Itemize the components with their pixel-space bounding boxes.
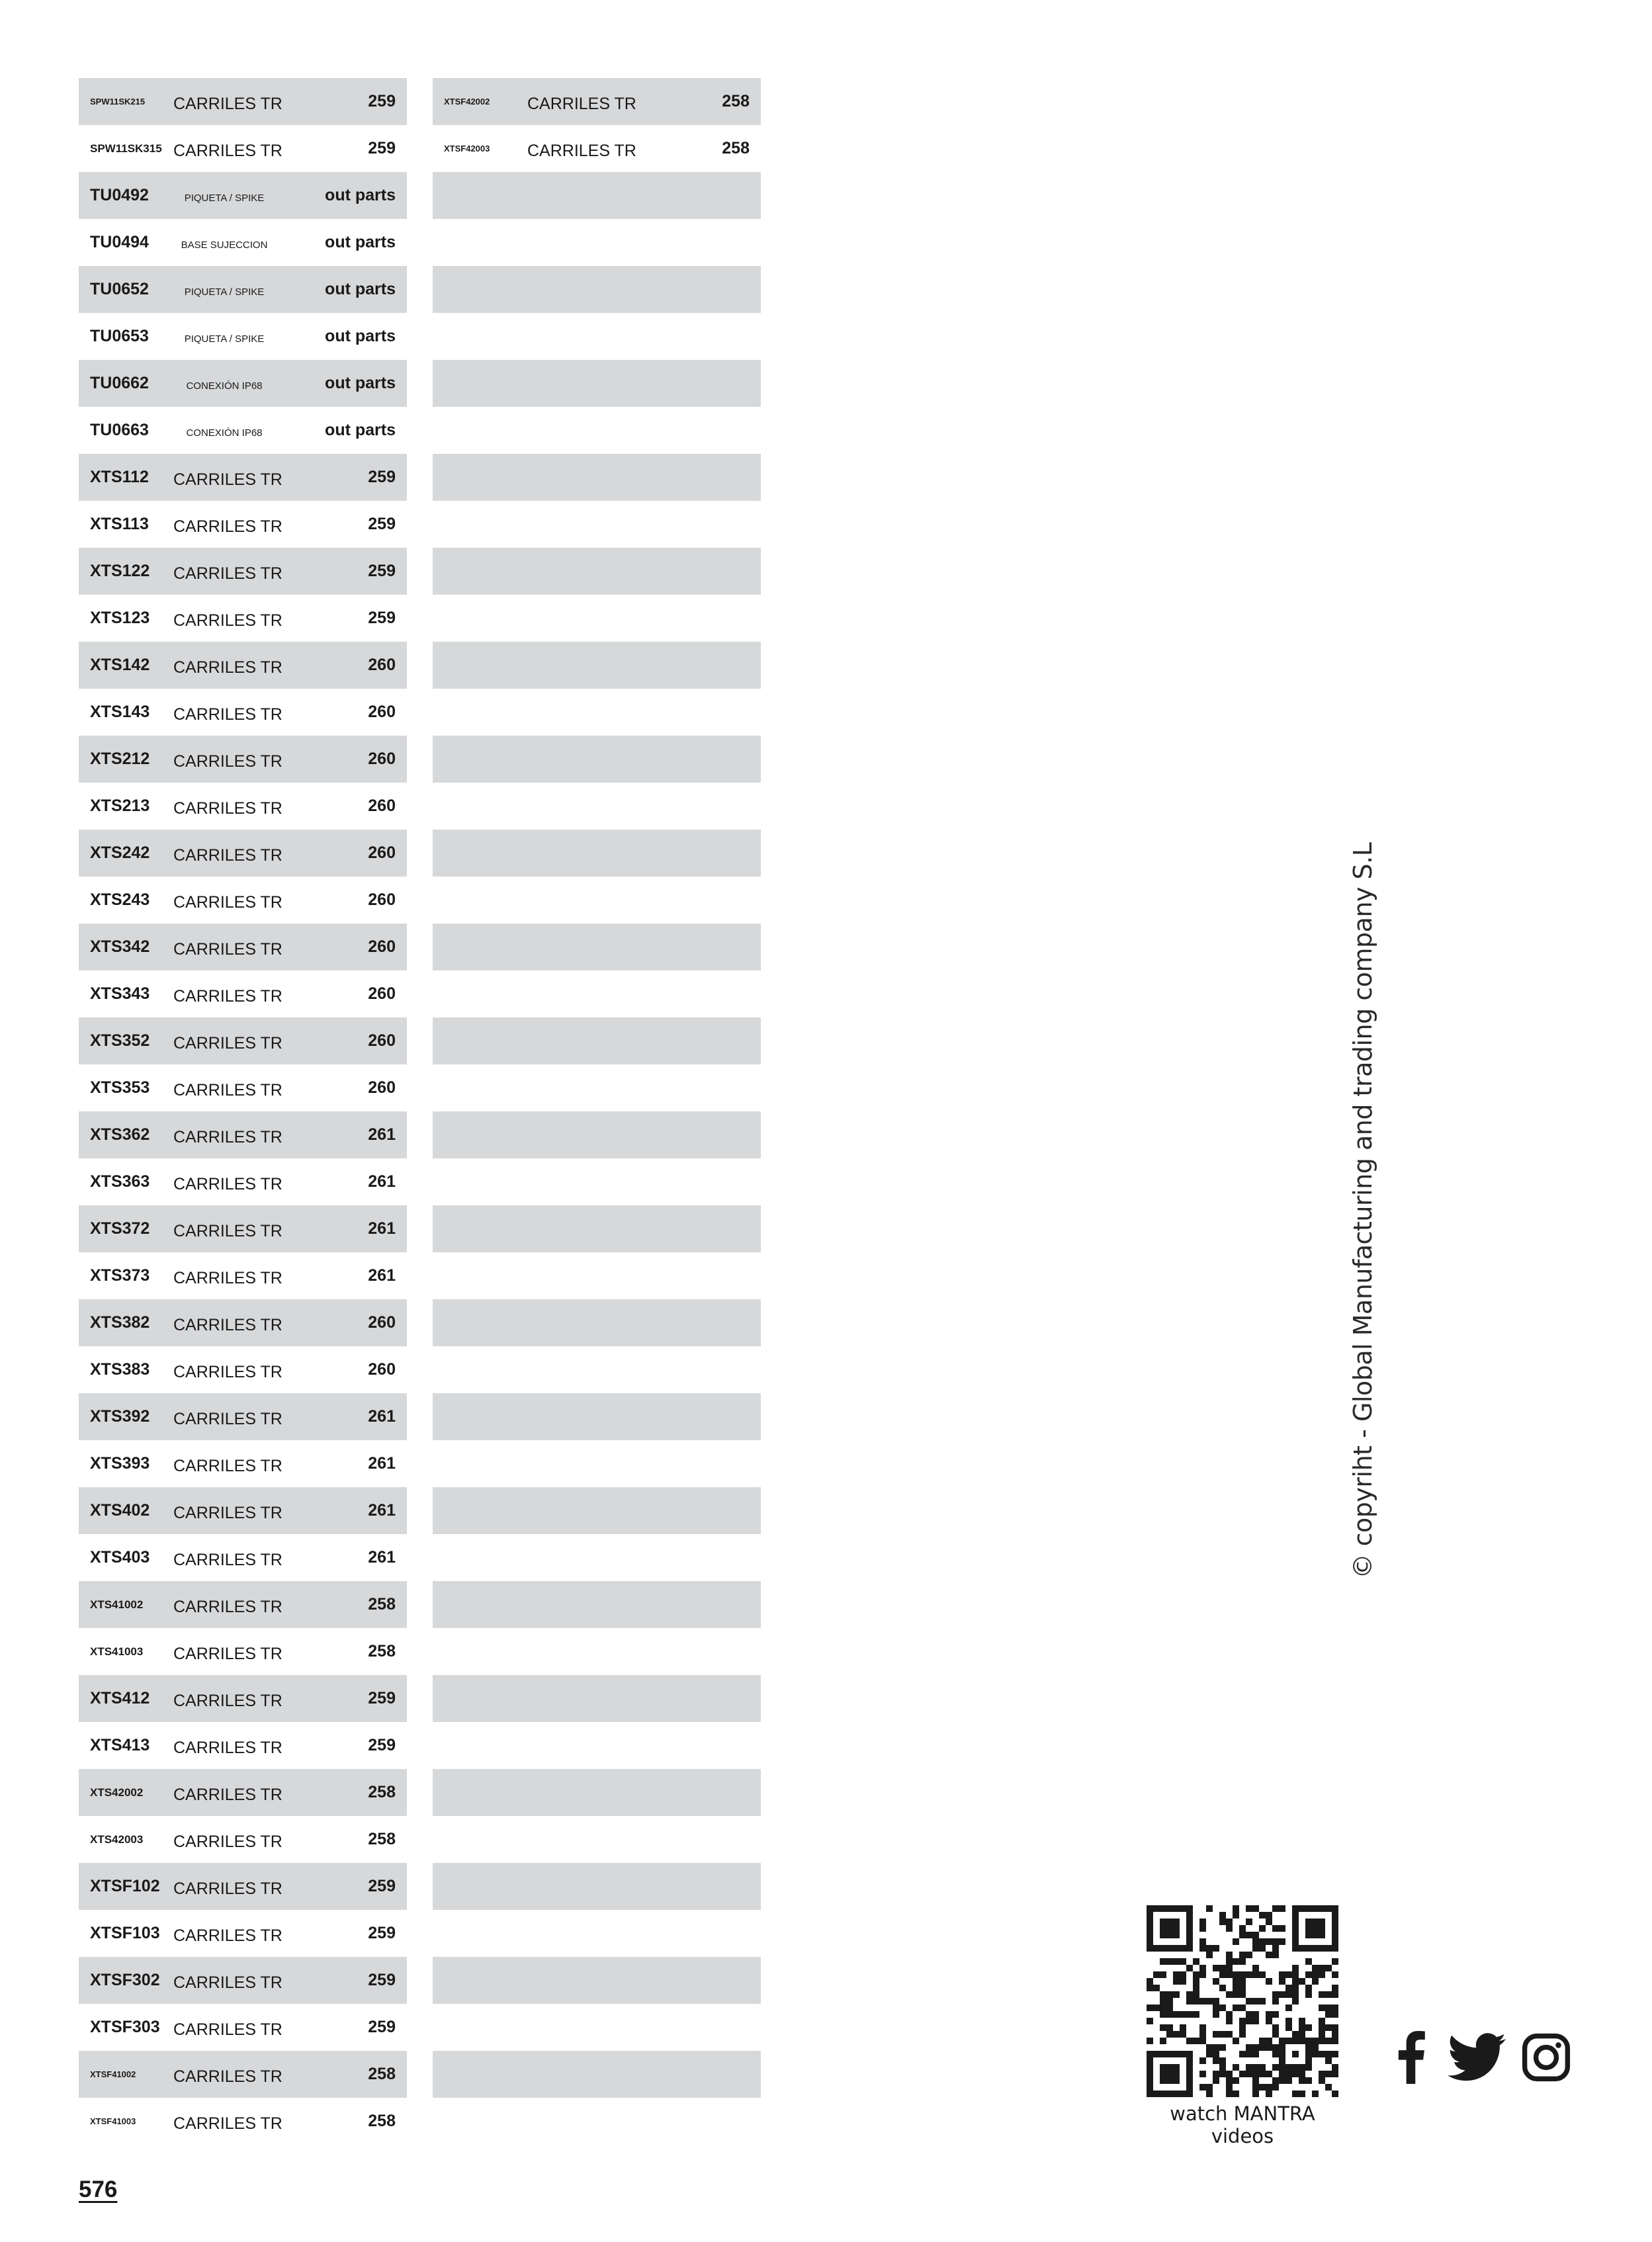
item-description: CARRILES TR bbox=[173, 1222, 283, 1240]
index-row bbox=[79, 1816, 407, 1863]
item-page-ref: out parts bbox=[325, 186, 396, 204]
index-row bbox=[79, 125, 407, 172]
item-page-ref: 260 bbox=[368, 703, 396, 721]
index-row bbox=[79, 1158, 407, 1205]
item-page-ref: 259 bbox=[368, 1924, 396, 1942]
index-row bbox=[433, 219, 761, 266]
item-code: XTS41002 bbox=[90, 1598, 144, 1611]
index-row bbox=[433, 642, 761, 689]
item-description: CARRILES TR bbox=[173, 752, 283, 771]
item-description: PIQUETA / SPIKE bbox=[184, 193, 265, 204]
item-code: TU0663 bbox=[90, 421, 149, 439]
index-row bbox=[79, 595, 407, 642]
item-page-ref: 258 bbox=[368, 1783, 396, 1801]
item-description: CARRILES TR bbox=[173, 1832, 283, 1851]
index-row bbox=[433, 1346, 761, 1393]
item-page-ref: 259 bbox=[368, 468, 396, 486]
item-code: XTSF42003 bbox=[444, 144, 490, 153]
item-code: XTS243 bbox=[90, 890, 150, 909]
item-description: CONEXIÓN IP68 bbox=[186, 380, 263, 392]
item-description: BASE SUJECCION bbox=[181, 239, 268, 251]
item-description: CARRILES TR bbox=[173, 1410, 283, 1428]
item-code: XTS363 bbox=[90, 1172, 150, 1191]
index-row bbox=[79, 830, 407, 877]
item-page-ref: 258 bbox=[368, 1595, 396, 1614]
item-description: CARRILES TR bbox=[173, 799, 283, 818]
index-row bbox=[433, 78, 761, 125]
index-row bbox=[79, 1722, 407, 1769]
item-description: CARRILES TR bbox=[173, 611, 283, 630]
item-page-ref: 260 bbox=[368, 656, 396, 674]
item-code: XTS42003 bbox=[90, 1833, 144, 1846]
item-description: CARRILES TR bbox=[173, 95, 283, 113]
item-page-ref: out parts bbox=[325, 374, 396, 392]
item-description: CARRILES TR bbox=[527, 95, 636, 113]
item-code: SPW11SK315 bbox=[90, 142, 162, 155]
item-description: CARRILES TR bbox=[173, 1175, 283, 1193]
index-row bbox=[79, 2004, 407, 2051]
item-description: CARRILES TR bbox=[173, 1926, 283, 1945]
index-row bbox=[433, 1957, 761, 2004]
index-row bbox=[79, 924, 407, 970]
item-page-ref: 260 bbox=[368, 1313, 396, 1332]
item-description: CARRILES TR bbox=[173, 893, 283, 912]
item-code: XTS143 bbox=[90, 703, 150, 721]
index-row bbox=[433, 689, 761, 736]
item-code: XTS122 bbox=[90, 562, 150, 580]
index-row bbox=[79, 970, 407, 1017]
item-description: CARRILES TR bbox=[173, 564, 283, 583]
index-row bbox=[433, 595, 761, 642]
twitter-icon[interactable] bbox=[1448, 2031, 1506, 2084]
item-page-ref: 259 bbox=[368, 2018, 396, 2036]
item-code: XTSF303 bbox=[90, 2018, 160, 2036]
item-description: CARRILES TR bbox=[173, 2067, 283, 2086]
item-description: CARRILES TR bbox=[173, 1879, 283, 1898]
instagram-icon[interactable] bbox=[1522, 2031, 1571, 2084]
facebook-icon[interactable] bbox=[1396, 2031, 1425, 2084]
item-code: XTS213 bbox=[90, 797, 150, 815]
index-row bbox=[79, 1017, 407, 1064]
index-row bbox=[433, 1675, 761, 1722]
index-row bbox=[79, 736, 407, 783]
item-page-ref: 260 bbox=[368, 1031, 396, 1050]
item-code: XTS413 bbox=[90, 1736, 150, 1754]
item-page-ref: 260 bbox=[368, 1078, 396, 1097]
item-page-ref: 259 bbox=[368, 1736, 396, 1754]
item-code: TU0662 bbox=[90, 374, 149, 392]
copyright-notice: © copyriht - Global Manufacturing and trading company S.L bbox=[1348, 842, 1377, 1579]
item-description: CARRILES TR bbox=[173, 1973, 283, 1992]
index-row bbox=[433, 1393, 761, 1440]
index-row bbox=[433, 1769, 761, 1816]
item-page-ref: 261 bbox=[368, 1501, 396, 1520]
item-code: XTS353 bbox=[90, 1078, 150, 1097]
index-row bbox=[79, 1675, 407, 1722]
item-description: CARRILES TR bbox=[173, 1363, 283, 1381]
index-row bbox=[79, 1393, 407, 1440]
index-row bbox=[79, 501, 407, 548]
index-row bbox=[79, 1910, 407, 1957]
index-row bbox=[79, 689, 407, 736]
index-row bbox=[433, 125, 761, 172]
index-row bbox=[433, 1017, 761, 1064]
item-code: XTS42002 bbox=[90, 1786, 144, 1799]
index-row bbox=[433, 2004, 761, 2051]
item-page-ref: 260 bbox=[368, 1360, 396, 1379]
item-code: XTS372 bbox=[90, 1219, 150, 1238]
item-description: CONEXIÓN IP68 bbox=[186, 427, 263, 439]
item-description: CARRILES TR bbox=[173, 517, 283, 536]
index-row bbox=[79, 172, 407, 219]
item-page-ref: 258 bbox=[368, 1642, 396, 1660]
item-description: CARRILES TR bbox=[173, 1598, 283, 1616]
item-code: XTS142 bbox=[90, 656, 150, 674]
index-row bbox=[433, 1299, 761, 1346]
item-description: CARRILES TR bbox=[173, 1504, 283, 1522]
index-row bbox=[433, 1158, 761, 1205]
item-description: CARRILES TR bbox=[173, 1786, 283, 1804]
item-description: CARRILES TR bbox=[173, 1034, 283, 1053]
item-page-ref: 258 bbox=[722, 92, 750, 110]
item-code: XTSF41003 bbox=[90, 2116, 136, 2126]
item-code: XTS402 bbox=[90, 1501, 150, 1520]
item-page-ref: 259 bbox=[368, 609, 396, 627]
index-row bbox=[79, 1252, 407, 1299]
index-row bbox=[79, 1581, 407, 1628]
item-description: CARRILES TR bbox=[173, 987, 283, 1006]
item-page-ref: 258 bbox=[368, 1830, 396, 1848]
item-description: CARRILES TR bbox=[173, 1128, 283, 1146]
item-code: XTS242 bbox=[90, 843, 150, 862]
item-page-ref: 261 bbox=[368, 1266, 396, 1285]
index-row bbox=[79, 1440, 407, 1487]
index-row bbox=[79, 219, 407, 266]
item-code: XTS383 bbox=[90, 1360, 150, 1379]
item-code: XTS342 bbox=[90, 937, 150, 956]
item-code: XTS41003 bbox=[90, 1645, 144, 1658]
index-row bbox=[79, 266, 407, 313]
index-row bbox=[79, 1346, 407, 1393]
item-page-ref: 258 bbox=[368, 2065, 396, 2083]
index-row bbox=[79, 1487, 407, 1534]
item-code: XTS382 bbox=[90, 1313, 150, 1332]
index-row bbox=[79, 1534, 407, 1581]
item-code: XTS113 bbox=[90, 515, 149, 533]
item-page-ref: out parts bbox=[325, 233, 396, 251]
item-description: CARRILES TR bbox=[173, 658, 283, 677]
item-page-ref: out parts bbox=[325, 421, 396, 439]
item-page-ref: 259 bbox=[368, 92, 396, 110]
item-description: PIQUETA / SPIKE bbox=[184, 333, 265, 345]
item-page-ref: 260 bbox=[368, 890, 396, 909]
index-row bbox=[79, 313, 407, 360]
index-row bbox=[433, 830, 761, 877]
item-code: SPW11SK215 bbox=[90, 97, 146, 107]
index-row bbox=[79, 454, 407, 501]
item-page-ref: 259 bbox=[368, 1689, 396, 1707]
item-description: CARRILES TR bbox=[173, 940, 283, 959]
index-row bbox=[433, 736, 761, 783]
item-code: XTS123 bbox=[90, 609, 150, 627]
item-description: CARRILES TR bbox=[173, 142, 283, 160]
index-row bbox=[79, 2051, 407, 2098]
item-code: XTSF103 bbox=[90, 1924, 160, 1942]
item-description: CARRILES TR bbox=[527, 142, 636, 160]
item-page-ref: 259 bbox=[368, 562, 396, 580]
index-row bbox=[433, 1863, 761, 1910]
item-page-ref: 260 bbox=[368, 984, 396, 1003]
index-row bbox=[433, 877, 761, 924]
item-page-ref: 259 bbox=[368, 139, 396, 157]
index-row bbox=[433, 1205, 761, 1252]
index-row bbox=[433, 548, 761, 595]
index-column-right bbox=[433, 78, 761, 2098]
index-row bbox=[79, 877, 407, 924]
item-page-ref: 261 bbox=[368, 1219, 396, 1238]
index-row bbox=[79, 1064, 407, 1111]
item-description: CARRILES TR bbox=[173, 1269, 283, 1287]
item-code: XTS212 bbox=[90, 750, 150, 768]
item-page-ref: 258 bbox=[368, 2112, 396, 2130]
item-code: XTSF302 bbox=[90, 1971, 160, 1989]
index-row bbox=[433, 360, 761, 407]
item-code: XTS352 bbox=[90, 1031, 150, 1050]
qr-code-icon[interactable] bbox=[1147, 1905, 1338, 2097]
index-row bbox=[433, 1487, 761, 1534]
index-row bbox=[79, 548, 407, 595]
index-row bbox=[79, 407, 407, 454]
item-page-ref: 260 bbox=[368, 797, 396, 815]
index-row bbox=[433, 1910, 761, 1957]
index-row bbox=[433, 1534, 761, 1581]
item-description: CARRILES TR bbox=[173, 470, 283, 489]
item-code: XTS343 bbox=[90, 984, 150, 1003]
item-page-ref: 259 bbox=[368, 1877, 396, 1895]
item-code: XTS362 bbox=[90, 1125, 150, 1144]
index-row bbox=[79, 1863, 407, 1910]
index-row bbox=[433, 1628, 761, 1675]
item-page-ref: out parts bbox=[325, 327, 396, 345]
item-description: CARRILES TR bbox=[173, 1551, 283, 1569]
index-row bbox=[433, 783, 761, 830]
index-row bbox=[433, 1111, 761, 1158]
index-row bbox=[433, 407, 761, 454]
item-description: CARRILES TR bbox=[173, 705, 283, 724]
index-row bbox=[79, 1111, 407, 1158]
item-description: CARRILES TR bbox=[173, 1457, 283, 1475]
item-code: TU0653 bbox=[90, 327, 149, 345]
item-description: CARRILES TR bbox=[173, 1645, 283, 1663]
item-description: PIQUETA / SPIKE bbox=[184, 286, 265, 298]
item-code: XTS412 bbox=[90, 1689, 150, 1707]
index-row bbox=[433, 924, 761, 970]
item-description: CARRILES TR bbox=[173, 1081, 283, 1099]
index-column-left bbox=[79, 78, 407, 2145]
item-description: CARRILES TR bbox=[173, 1316, 283, 1334]
item-description: CARRILES TR bbox=[173, 1692, 283, 1710]
item-code: TU0652 bbox=[90, 280, 149, 298]
index-row bbox=[79, 360, 407, 407]
index-row bbox=[433, 172, 761, 219]
index-row bbox=[433, 2051, 761, 2098]
item-page-ref: 260 bbox=[368, 750, 396, 768]
index-row bbox=[433, 266, 761, 313]
item-code: XTSF102 bbox=[90, 1877, 160, 1895]
index-row bbox=[79, 78, 407, 125]
index-row bbox=[433, 1722, 761, 1769]
index-row bbox=[79, 1769, 407, 1816]
item-code: XTSF42002 bbox=[444, 97, 490, 107]
index-row bbox=[433, 1816, 761, 1863]
item-code: XTS112 bbox=[90, 468, 149, 486]
item-code: XTS403 bbox=[90, 1548, 150, 1567]
item-code: XTS392 bbox=[90, 1407, 150, 1426]
qr-caption: watch MANTRA videos bbox=[1170, 2102, 1315, 2147]
item-page-ref: 258 bbox=[722, 139, 750, 157]
index-row bbox=[433, 1440, 761, 1487]
index-row bbox=[433, 1064, 761, 1111]
index-row bbox=[433, 454, 761, 501]
index-row bbox=[79, 1205, 407, 1252]
index-row bbox=[79, 1299, 407, 1346]
item-code: XTS393 bbox=[90, 1454, 150, 1473]
item-page-ref: 260 bbox=[368, 937, 396, 956]
item-page-ref: 259 bbox=[368, 515, 396, 533]
item-page-ref: 261 bbox=[368, 1407, 396, 1426]
item-code: TU0492 bbox=[90, 186, 149, 204]
item-page-ref: 261 bbox=[368, 1125, 396, 1144]
index-row bbox=[79, 2098, 407, 2145]
item-description: CARRILES TR bbox=[173, 846, 283, 865]
index-row bbox=[433, 501, 761, 548]
index-row bbox=[433, 970, 761, 1017]
item-code: XTSF41002 bbox=[90, 2069, 136, 2079]
item-page-ref: out parts bbox=[325, 280, 396, 298]
item-description: CARRILES TR bbox=[173, 2114, 283, 2133]
index-row bbox=[79, 642, 407, 689]
page-number: 576 bbox=[79, 2177, 118, 2202]
index-row bbox=[433, 1252, 761, 1299]
item-page-ref: 260 bbox=[368, 843, 396, 862]
item-page-ref: 261 bbox=[368, 1454, 396, 1473]
item-page-ref: 259 bbox=[368, 1971, 396, 1989]
item-code: TU0494 bbox=[90, 233, 149, 251]
item-description: CARRILES TR bbox=[173, 1739, 283, 1757]
item-page-ref: 261 bbox=[368, 1172, 396, 1191]
index-row bbox=[433, 1581, 761, 1628]
index-row bbox=[79, 1628, 407, 1675]
index-row bbox=[79, 1957, 407, 2004]
item-code: XTS373 bbox=[90, 1266, 150, 1285]
item-description: CARRILES TR bbox=[173, 2020, 283, 2039]
index-row bbox=[79, 783, 407, 830]
index-row bbox=[433, 313, 761, 360]
item-page-ref: 261 bbox=[368, 1548, 396, 1567]
